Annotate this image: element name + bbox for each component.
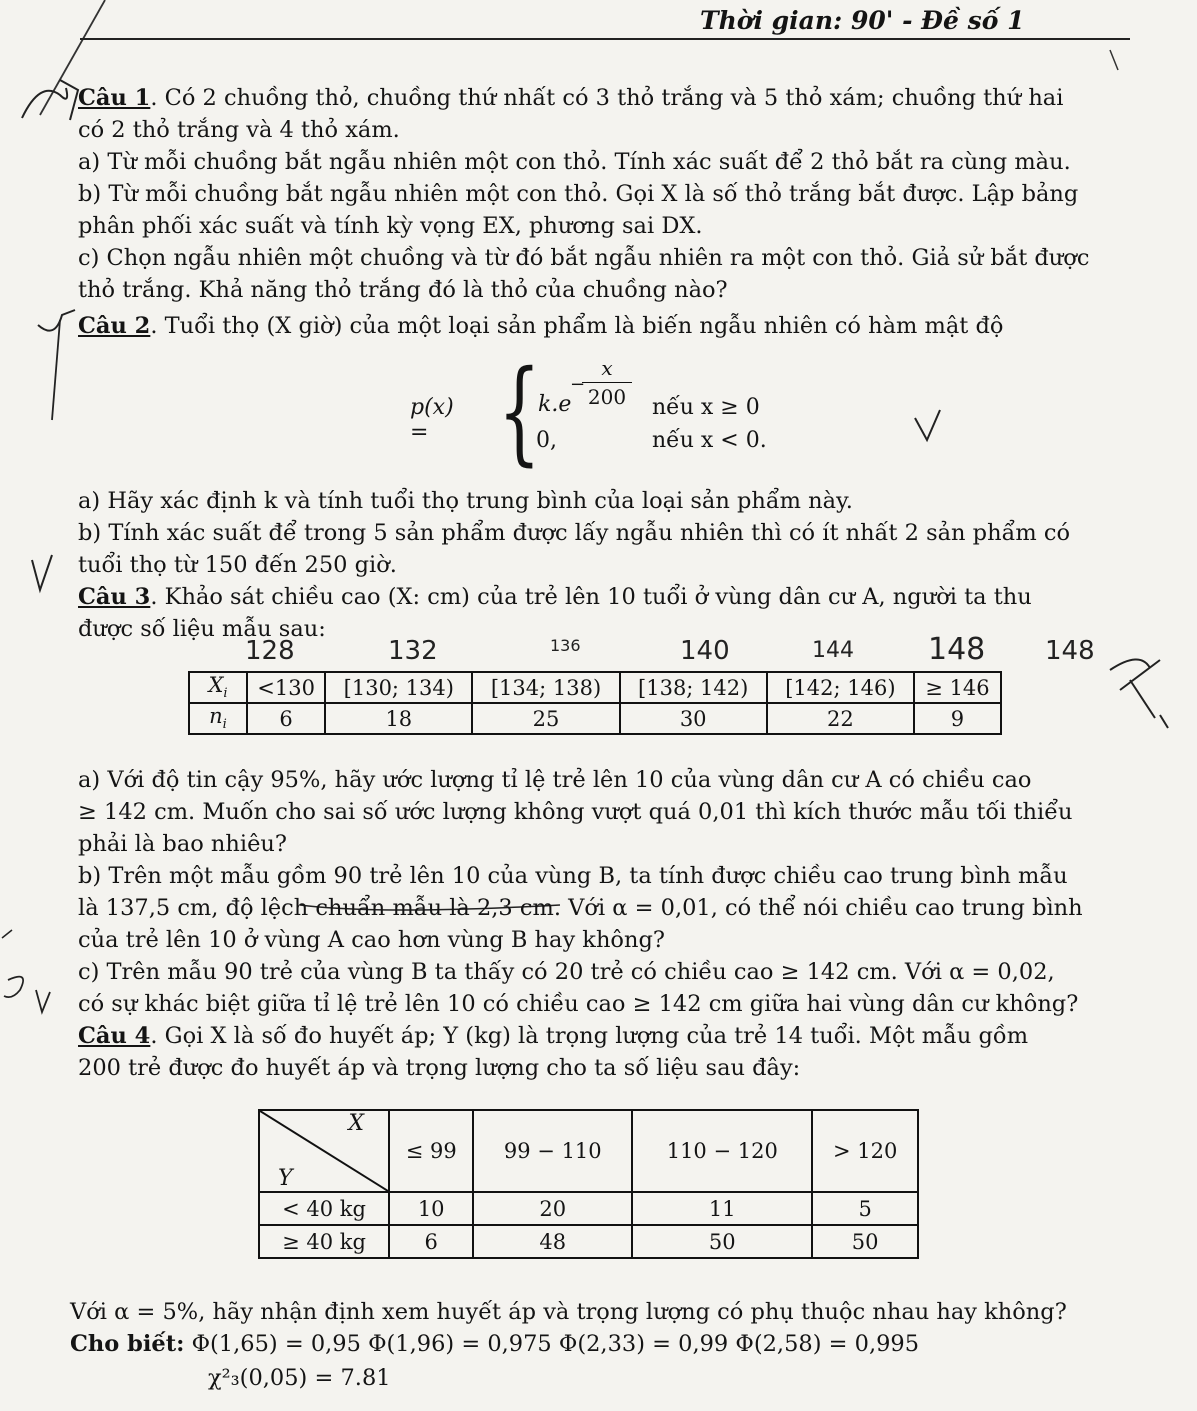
formula-case-2: 0, xyxy=(536,428,557,453)
handwritten-note: 128 xyxy=(245,636,295,666)
table-cell: 48 xyxy=(473,1225,632,1258)
q3-label: Câu 3 xyxy=(78,584,151,610)
q3-part-a-2: ≥ 142 cm. Muốn cho sai số ước lượng không vượt quá 0,01 thì kích thước mẫu tối thiểu xyxy=(78,799,1073,825)
q1-label: Câu 1 xyxy=(78,85,151,111)
table-cell: 10 xyxy=(389,1192,473,1225)
q4-intro-1: . Gọi X là số đo huyết áp; Y (kg) là trọng lượng của trẻ 14 tuổi. Một mẫu gồm xyxy=(150,1023,1029,1049)
header-rule xyxy=(80,38,1130,40)
table-row xyxy=(189,703,1001,734)
table-header-cell: [134; 138) xyxy=(472,672,619,703)
handwritten-note: 148 xyxy=(1045,636,1095,666)
given-values: Φ(1,65) = 0,95 Φ(1,96) = 0,975 Φ(2,33) = 0,99 Φ(2,58) = 0,995 xyxy=(191,1331,920,1357)
table-cell: 6 xyxy=(247,703,325,734)
question-4-question xyxy=(70,1296,1120,1360)
handwritten-note: 148 xyxy=(928,632,986,667)
q3-part-b-1: b) Trên một mẫu gồm 90 trẻ lên 10 của vùng B, ta tính được chiều cao trung bình mẫu xyxy=(78,863,1068,889)
corner-cell xyxy=(259,1110,389,1192)
table-cell: 25 xyxy=(472,703,619,734)
table-header-cell: [130; 134) xyxy=(325,672,472,703)
table-cell: 5 xyxy=(812,1192,918,1225)
formula-exp-den: 200 xyxy=(587,385,627,409)
table-header-cell: ≤ 99 xyxy=(389,1110,473,1192)
q3-part-b-2: là 137,5 cm, độ lệch chuẩn mẫu là 2,3 cm. Với α = 0,01, có thể nói chiều cao trung bình xyxy=(78,895,1083,921)
q3-intro-1: . Khảo sát chiều cao (X: cm) của trẻ lên 10 tuổi ở vùng dân cư A, người ta thu xyxy=(150,584,1032,610)
chi-square-value: χ²₃(0,05) = 7.81 xyxy=(208,1365,391,1391)
table-header-cell: [138; 142) xyxy=(620,672,767,703)
table-cell: 20 xyxy=(473,1192,632,1225)
handwritten-note: 140 xyxy=(680,636,730,666)
q1-intro-2: có 2 thỏ trắng và 4 thỏ xám. xyxy=(78,117,400,143)
fraction-bar xyxy=(582,382,632,383)
table-cell: 11 xyxy=(632,1192,812,1225)
formula-condition-2: nếu x < 0. xyxy=(652,428,767,453)
q2-part-a: a) Hãy xác định k và tính tuổi thọ trung bình của loại sản phẩm này. xyxy=(78,488,853,514)
q2-label: Câu 2 xyxy=(78,313,151,339)
q3-intro-2: được số liệu mẫu sau: xyxy=(78,616,326,642)
handwritten-note: 144 xyxy=(812,638,854,663)
q3-part-c-2: có sự khác biệt giữa tỉ lệ trẻ lên 10 có chiều cao ≥ 142 cm giữa hai vùng dân cư không? xyxy=(78,991,1079,1017)
formula-lhs: p(x) = xyxy=(410,395,454,445)
table-cell: 9 xyxy=(914,703,1001,734)
corner-x: X xyxy=(348,1111,364,1136)
q3-part-b-3: của trẻ lên 10 ở vùng A cao hơn vùng B hay không? xyxy=(78,927,665,953)
q1-intro-1: . Có 2 chuồng thỏ, chuồng thứ nhất có 3 thỏ trắng và 5 thỏ xám; chuồng thứ hai xyxy=(150,85,1064,111)
table-header-cell: > 120 xyxy=(812,1110,918,1192)
formula-exp-sign: − xyxy=(570,374,586,395)
q1-part-a: a) Từ mỗi chuồng bắt ngẫu nhiên một con thỏ. Tính xác suất để 2 thỏ bắt ra cùng màu. xyxy=(78,149,1071,175)
height-table xyxy=(188,671,1002,735)
q1-part-b-2: phân phối xác suất và tính kỳ vọng EX, phương sai DX. xyxy=(78,213,703,239)
q2-intro: . Tuổi thọ (X giờ) của một loại sản phẩm là biến ngẫu nhiên có hàm mật độ xyxy=(150,313,1004,339)
question-2-intro xyxy=(78,310,1128,342)
table-row xyxy=(189,672,1001,703)
q1-part-c-2: thỏ trắng. Khả năng thỏ trắng đó là thỏ của chuồng nào? xyxy=(78,277,728,303)
exam-header: Thời gian: 90' - Đề số 1 xyxy=(700,6,1025,35)
q3-part-a-3: phải là bao nhiêu? xyxy=(78,831,287,857)
table-header-cell: 110 − 120 xyxy=(632,1110,812,1192)
q1-part-b-1: b) Từ mỗi chuồng bắt ngẫu nhiên một con thỏ. Gọi X là số thỏ trắng bắt được. Lập bảng xyxy=(78,181,1079,207)
table-row xyxy=(259,1225,918,1258)
formula-case-1: k.e xyxy=(538,392,572,417)
table-header-cell: <130 xyxy=(247,672,325,703)
table-cell: 50 xyxy=(812,1225,918,1258)
table-header-cell: 99 − 110 xyxy=(473,1110,632,1192)
row-label: $X_i$ xyxy=(189,672,247,703)
question-1 xyxy=(78,82,1128,306)
table-cell: 50 xyxy=(632,1225,812,1258)
question-3-parts xyxy=(78,764,1128,1084)
formula-exp-num: x xyxy=(601,356,613,380)
contingency-table xyxy=(258,1109,919,1259)
formula-condition-1: nếu x ≥ 0 xyxy=(652,395,760,420)
handwritten-note: 132 xyxy=(388,636,438,666)
formula-exponent xyxy=(582,356,632,409)
q4-label: Câu 4 xyxy=(78,1023,151,1049)
q2-part-b-1: b) Tính xác suất để trong 5 sản phẩm được lấy ngẫu nhiên thì có ít nhất 2 sản phẩm có xyxy=(78,520,1070,546)
table-cell: 6 xyxy=(389,1225,473,1258)
q4-intro-2: 200 trẻ được đo huyết áp và trọng lượng cho ta số liệu sau đây: xyxy=(78,1055,801,1081)
q3-part-a-1: a) Với độ tin cậy 95%, hãy ước lượng tỉ lệ trẻ lên 10 của vùng dân cư A có chiều cao xyxy=(78,767,1032,793)
corner-y: Y xyxy=(278,1166,293,1191)
table-header-cell: ≥ 146 xyxy=(914,672,1001,703)
q3-part-c-1: c) Trên mẫu 90 trẻ của vùng B ta thấy có 20 trẻ có chiều cao ≥ 142 cm. Với α = 0,02, xyxy=(78,959,1055,985)
row-label: ≥ 40 kg xyxy=(259,1225,389,1258)
table-header-cell: [142; 146) xyxy=(767,672,914,703)
row-label: $n_i$ xyxy=(189,703,247,734)
given-label: Cho biết: xyxy=(70,1331,185,1357)
q2-part-b-2: tuổi thọ từ 150 đến 250 giờ. xyxy=(78,552,397,578)
table-row xyxy=(259,1192,918,1225)
table-row xyxy=(259,1110,918,1192)
table-cell: 18 xyxy=(325,703,472,734)
question-2-parts xyxy=(78,485,1128,645)
table-cell: 30 xyxy=(620,703,767,734)
formula-brace: { xyxy=(498,347,541,477)
handwritten-note: 136 xyxy=(550,636,581,655)
table-cell: 22 xyxy=(767,703,914,734)
q4-question: Với α = 5%, hãy nhận định xem huyết áp và trọng lượng có phụ thuộc nhau hay không? xyxy=(70,1299,1067,1325)
q1-part-c-1: c) Chọn ngẫu nhiên một chuồng và từ đó bắt ngẫu nhiên ra một con thỏ. Giả sử bắt được xyxy=(78,245,1090,271)
row-label: < 40 kg xyxy=(259,1192,389,1225)
